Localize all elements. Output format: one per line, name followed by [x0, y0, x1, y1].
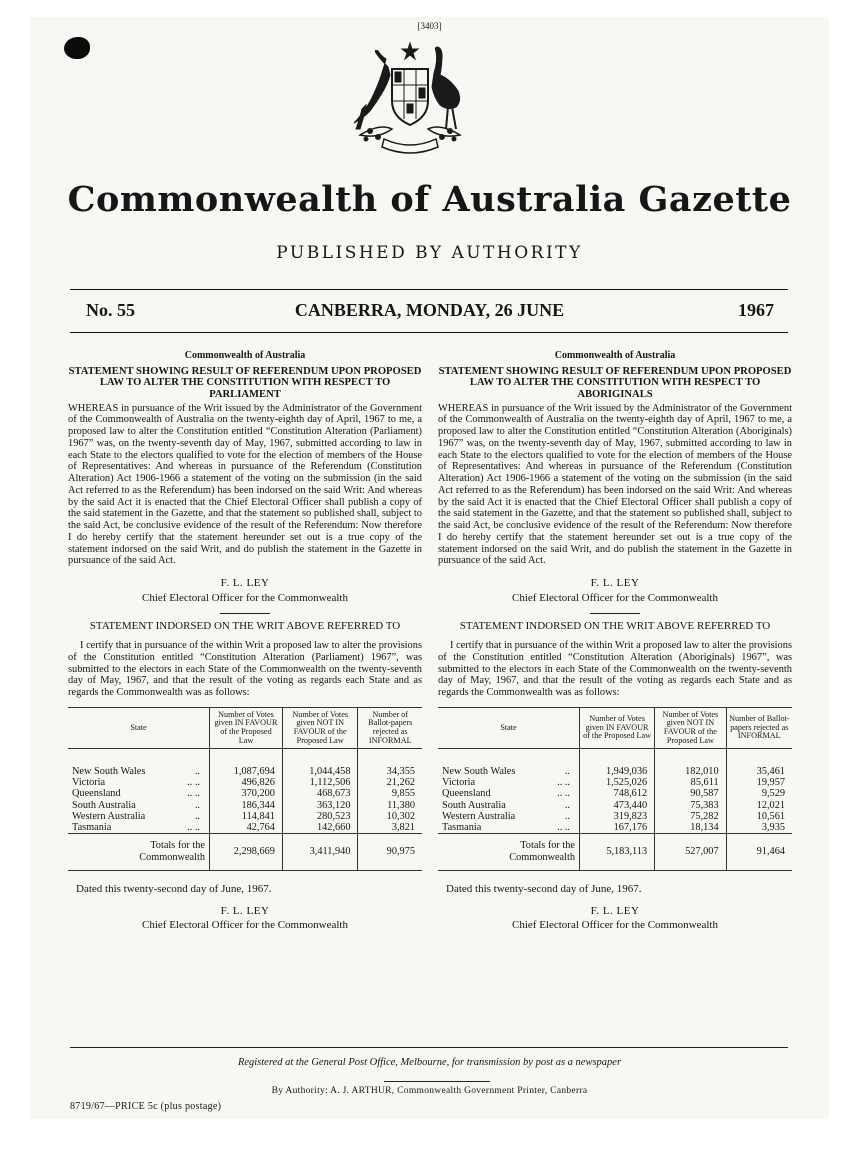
informal-ballots: 3,935	[726, 822, 792, 834]
total-informal: 91,464	[726, 833, 792, 870]
dated-line: Dated this twenty-second day of June, 1967.	[446, 882, 642, 895]
state-name: Tasmania	[442, 821, 482, 833]
leader-dots: ..	[194, 799, 200, 811]
table-row	[438, 811, 792, 822]
header-state: State	[438, 707, 580, 748]
votes-in-favour: 1,087,694	[210, 766, 283, 777]
votes-not-in-favour: 468,673	[282, 788, 358, 799]
votes-in-favour: 114,841	[210, 811, 283, 822]
whereas-paragraph: WHEREAS in pursuance of the Writ issued by the Administrator of the Government of the Commonwealth of Australia on the twenty-eighth day of April, 1967 to me, a proposed law to alter the Constitution entitled “Constitution Alteration (Aboriginals) 1967” was, on the twenty-seventh day of May, 1967, submitted according to law in each State to the electors qualified to vote for the election of members of the House of Representatives: And whereas in pursuance of the Referendum (Constitution Alteration) Act 1906-1966 a statement of the voting on the submission (in the said Act referred to as the Referendum) has been indorsed on the said Writ: And whereas by the said Act it is enacted that the Chief Electoral Officer shall publish a copy of the said statement in the Gazette, and that the statement so published shall, subject to the said Act, be conclusive evidence of the result of the Referendum: Now therefore I do hereby certify that the statement hereunder set out is a true copy of the statement indorsed on the said Writ, and do publish the statement in the Gazette in pursuance of the said Act.	[438, 402, 792, 567]
votes-not-in-favour: 1,044,458	[282, 766, 358, 777]
header-in-favour: Number of Votes given IN FAVOUR of the Proposed Law	[210, 707, 283, 748]
leader-dots: .. ..	[557, 821, 570, 833]
printer-credit: By Authority: A. J. ARTHUR, Commonwealth Government Printer, Canberra	[271, 1086, 588, 1096]
votes-in-favour: 370,200	[210, 788, 283, 799]
signatory-name: F. L. LEY	[590, 577, 640, 590]
signatory-name: F. L. LEY	[220, 577, 270, 590]
state-name: South Australia	[442, 799, 506, 811]
signatory-name: F. L. LEY	[220, 904, 270, 917]
votes-in-favour: 319,823	[580, 811, 655, 822]
statement-heading: STATEMENT SHOWING RESULT OF REFERENDUM UPON PROPOSED LAW TO ALTER THE CONSTITUTION WITH RESPECT TO PARLIAMENT	[68, 366, 422, 400]
table-row	[438, 822, 792, 834]
column-kicker: Commonwealth of Australia	[554, 350, 676, 361]
leader-dots: .. ..	[557, 777, 570, 789]
votes-not-in-favour: 142,660	[282, 822, 358, 834]
published-by-authority: PUBLISHED BY AUTHORITY	[276, 243, 583, 263]
column-kicker: Commonwealth of Australia	[184, 350, 306, 361]
page-number: [3403]	[417, 21, 442, 31]
certify-paragraph: I certify that in pursuance of the within Writ a proposed law to alter the provisions of the Constitution entitled “Constitution Alteration (Parliament) 1967”, was submitted to the electors in each State of the Commonwealth on the twenty-seventh day of May, 1967, and that the result of the voting as regards each State and as regards the Commonwealth was as follows:	[68, 640, 422, 699]
informal-ballots: 35,461	[726, 766, 792, 777]
header-not-in-favour: Number of Votes given NOT IN FAVOUR of the Proposed Law	[282, 707, 358, 748]
table-row	[68, 811, 422, 822]
footer-short-rule	[384, 1081, 490, 1082]
header-in-favour: Number of Votes given IN FAVOUR of the Proposed Law	[580, 707, 655, 748]
table-row	[68, 766, 422, 777]
header-informal: Number of Ballot-papers rejected as INFORMAL	[726, 707, 792, 748]
votes-in-favour: 186,344	[210, 800, 283, 811]
informal-ballots: 12,021	[726, 800, 792, 811]
signatory-title: Chief Electoral Officer for the Commonwealth	[142, 591, 348, 604]
header-state: State	[68, 707, 210, 748]
header-informal: Number of Ballot-papers rejected as INFORMAL	[358, 707, 422, 748]
writ-statement-heading: STATEMENT INDORSED ON THE WRIT ABOVE REFERRED TO	[89, 619, 401, 632]
informal-ballots: 3,821	[358, 822, 422, 834]
state-name: Victoria	[442, 777, 476, 789]
state-name: New South Wales	[442, 766, 516, 778]
ink-blot	[64, 37, 90, 59]
total-in-favour: 5,183,113	[580, 833, 655, 870]
votes-in-favour: 748,612	[580, 788, 655, 799]
total-in-favour: 2,298,669	[210, 833, 283, 870]
leader-dots: .. ..	[557, 788, 570, 800]
informal-ballots: 9,855	[358, 788, 422, 799]
table-row	[68, 777, 422, 788]
registration-note: Registered at the General Post Office, Melbourne, for transmission by post as a newspaper	[237, 1057, 622, 1068]
referendum-aboriginals-column	[438, 350, 792, 932]
state-name: Victoria	[72, 777, 106, 789]
leader-dots: ..	[564, 810, 570, 822]
votes-not-in-favour: 75,383	[655, 800, 726, 811]
gazette-page	[30, 17, 829, 1119]
votes-not-in-favour: 280,523	[282, 811, 358, 822]
state-name: Western Australia	[72, 810, 146, 822]
votes-not-in-favour: 182,010	[655, 766, 726, 777]
totals-label-line-1: Totals for the	[520, 839, 575, 851]
total-not-in-favour: 3,411,940	[282, 833, 358, 870]
leader-dots: ..	[564, 799, 570, 811]
referendum-parliament-column	[68, 350, 422, 932]
votes-in-favour: 496,826	[210, 777, 283, 788]
votes-in-favour: 1,525,026	[580, 777, 655, 788]
divider	[590, 613, 640, 614]
masthead-rule-bottom	[70, 332, 788, 333]
gazette-title: Commonwealth of Australia Gazette	[67, 179, 792, 220]
total-informal: 90,975	[358, 833, 422, 870]
table-header-row	[438, 707, 792, 748]
leader-dots: ..	[564, 766, 570, 778]
informal-ballots: 9,529	[726, 788, 792, 799]
table-row	[438, 788, 792, 799]
dated-line: Dated this twenty-second day of June, 1967.	[76, 882, 272, 895]
footer-rule	[70, 1047, 788, 1048]
totals-label-line-1: Totals for the	[150, 839, 205, 851]
state-name: Western Australia	[442, 810, 516, 822]
signatory-title: Chief Electoral Officer for the Commonwealth	[512, 591, 718, 604]
votes-not-in-favour: 363,120	[282, 800, 358, 811]
informal-ballots: 19,957	[726, 777, 792, 788]
votes-in-favour: 1,949,036	[580, 766, 655, 777]
table-header-row	[68, 707, 422, 748]
state-name: New South Wales	[72, 766, 146, 778]
coat-of-arms-icon	[330, 39, 490, 161]
masthead-rule-top	[70, 289, 788, 290]
informal-ballots: 10,302	[358, 811, 422, 822]
leader-dots: ..	[194, 766, 200, 778]
state-name: South Australia	[72, 799, 136, 811]
informal-ballots: 10,561	[726, 811, 792, 822]
price-line: 8719/67—PRICE 5c (plus postage)	[70, 1101, 222, 1112]
signatory-title: Chief Electoral Officer for the Commonwealth	[142, 919, 348, 932]
table-row	[68, 800, 422, 811]
table-row	[438, 777, 792, 788]
informal-ballots: 11,380	[358, 800, 422, 811]
whereas-paragraph: WHEREAS in pursuance of the Writ issued by the Administrator of the Government of the Commonwealth of Australia on the twenty-eighth day of April, 1967 to me, a proposed law to alter the Constitution entitled “Constitution Alteration (Parliament) 1967” was, on the twenty-seventh day of May, 1967, submitted according to law in each State to the electors qualified to vote for the election of members of the House of Representatives: And whereas in pursuance of the Referendum (Constitution Alteration) Act 1906-1966 a statement of the voting on the submission (in the said Act referred to as the Referendum) has been indorsed on the said Writ: And whereas by the said Act it is enacted that the Chief Electoral Officer shall publish a copy of the said statement in the Gazette, and that the statement so published shall, subject to the said Act, be conclusive evidence of the result of the Referendum: Now therefore I do hereby certify that the statement hereunder set out is a true copy of the statement indorsed on the said Writ, and do publish the statement in the Gazette in pursuance of the said Act.	[68, 402, 422, 567]
leader-dots: .. ..	[187, 777, 200, 789]
informal-ballots: 21,262	[358, 777, 422, 788]
state-name: Queensland	[72, 788, 121, 800]
state-name: Tasmania	[72, 821, 112, 833]
totals-row	[438, 833, 792, 870]
results-table	[68, 707, 422, 871]
table-row	[438, 766, 792, 777]
votes-not-in-favour: 90,587	[655, 788, 726, 799]
divider	[220, 613, 270, 614]
total-not-in-favour: 527,007	[655, 833, 726, 870]
votes-not-in-favour: 85,611	[655, 777, 726, 788]
table-row	[68, 788, 422, 799]
issue-number: No. 55	[86, 300, 135, 320]
results-table	[438, 707, 792, 871]
table-row	[68, 822, 422, 834]
issue-place-date: CANBERRA, MONDAY, 26 JUNE	[294, 300, 565, 320]
informal-ballots: 34,355	[358, 766, 422, 777]
votes-in-favour: 167,176	[580, 822, 655, 834]
leader-dots: ..	[194, 810, 200, 822]
votes-not-in-favour: 75,282	[655, 811, 726, 822]
header-not-in-favour: Number of Votes given NOT IN FAVOUR of the Proposed Law	[655, 707, 726, 748]
votes-not-in-favour: 1,112,506	[282, 777, 358, 788]
totals-row	[68, 833, 422, 870]
signatory-title: Chief Electoral Officer for the Commonwealth	[512, 919, 718, 932]
totals-label-line-2: Commonwealth	[139, 851, 205, 863]
votes-in-favour: 42,764	[210, 822, 283, 834]
votes-in-favour: 473,440	[580, 800, 655, 811]
certify-paragraph: I certify that in pursuance of the within Writ a proposed law to alter the provisions of the Constitution entitled “Constitution Alteration (Aboriginals) 1967”, was submitted to the electors in each State of the Commonwealth on the twenty-seventh day of May, 1967, and that the result of the voting as regards each State and as regards the Commonwealth was as follows:	[438, 640, 792, 699]
signatory-name: F. L. LEY	[590, 904, 640, 917]
votes-not-in-favour: 18,134	[655, 822, 726, 834]
leader-dots: .. ..	[187, 788, 200, 800]
totals-label-line-2: Commonwealth	[509, 851, 575, 863]
statement-heading: STATEMENT SHOWING RESULT OF REFERENDUM UPON PROPOSED LAW TO ALTER THE CONSTITUTION WITH RESPECT TO ABORIGINALS	[438, 366, 792, 400]
writ-statement-heading: STATEMENT INDORSED ON THE WRIT ABOVE REFERRED TO	[459, 619, 771, 632]
leader-dots: .. ..	[187, 821, 200, 833]
issue-year: 1967	[738, 300, 774, 320]
table-row	[438, 800, 792, 811]
state-name: Queensland	[442, 788, 491, 800]
